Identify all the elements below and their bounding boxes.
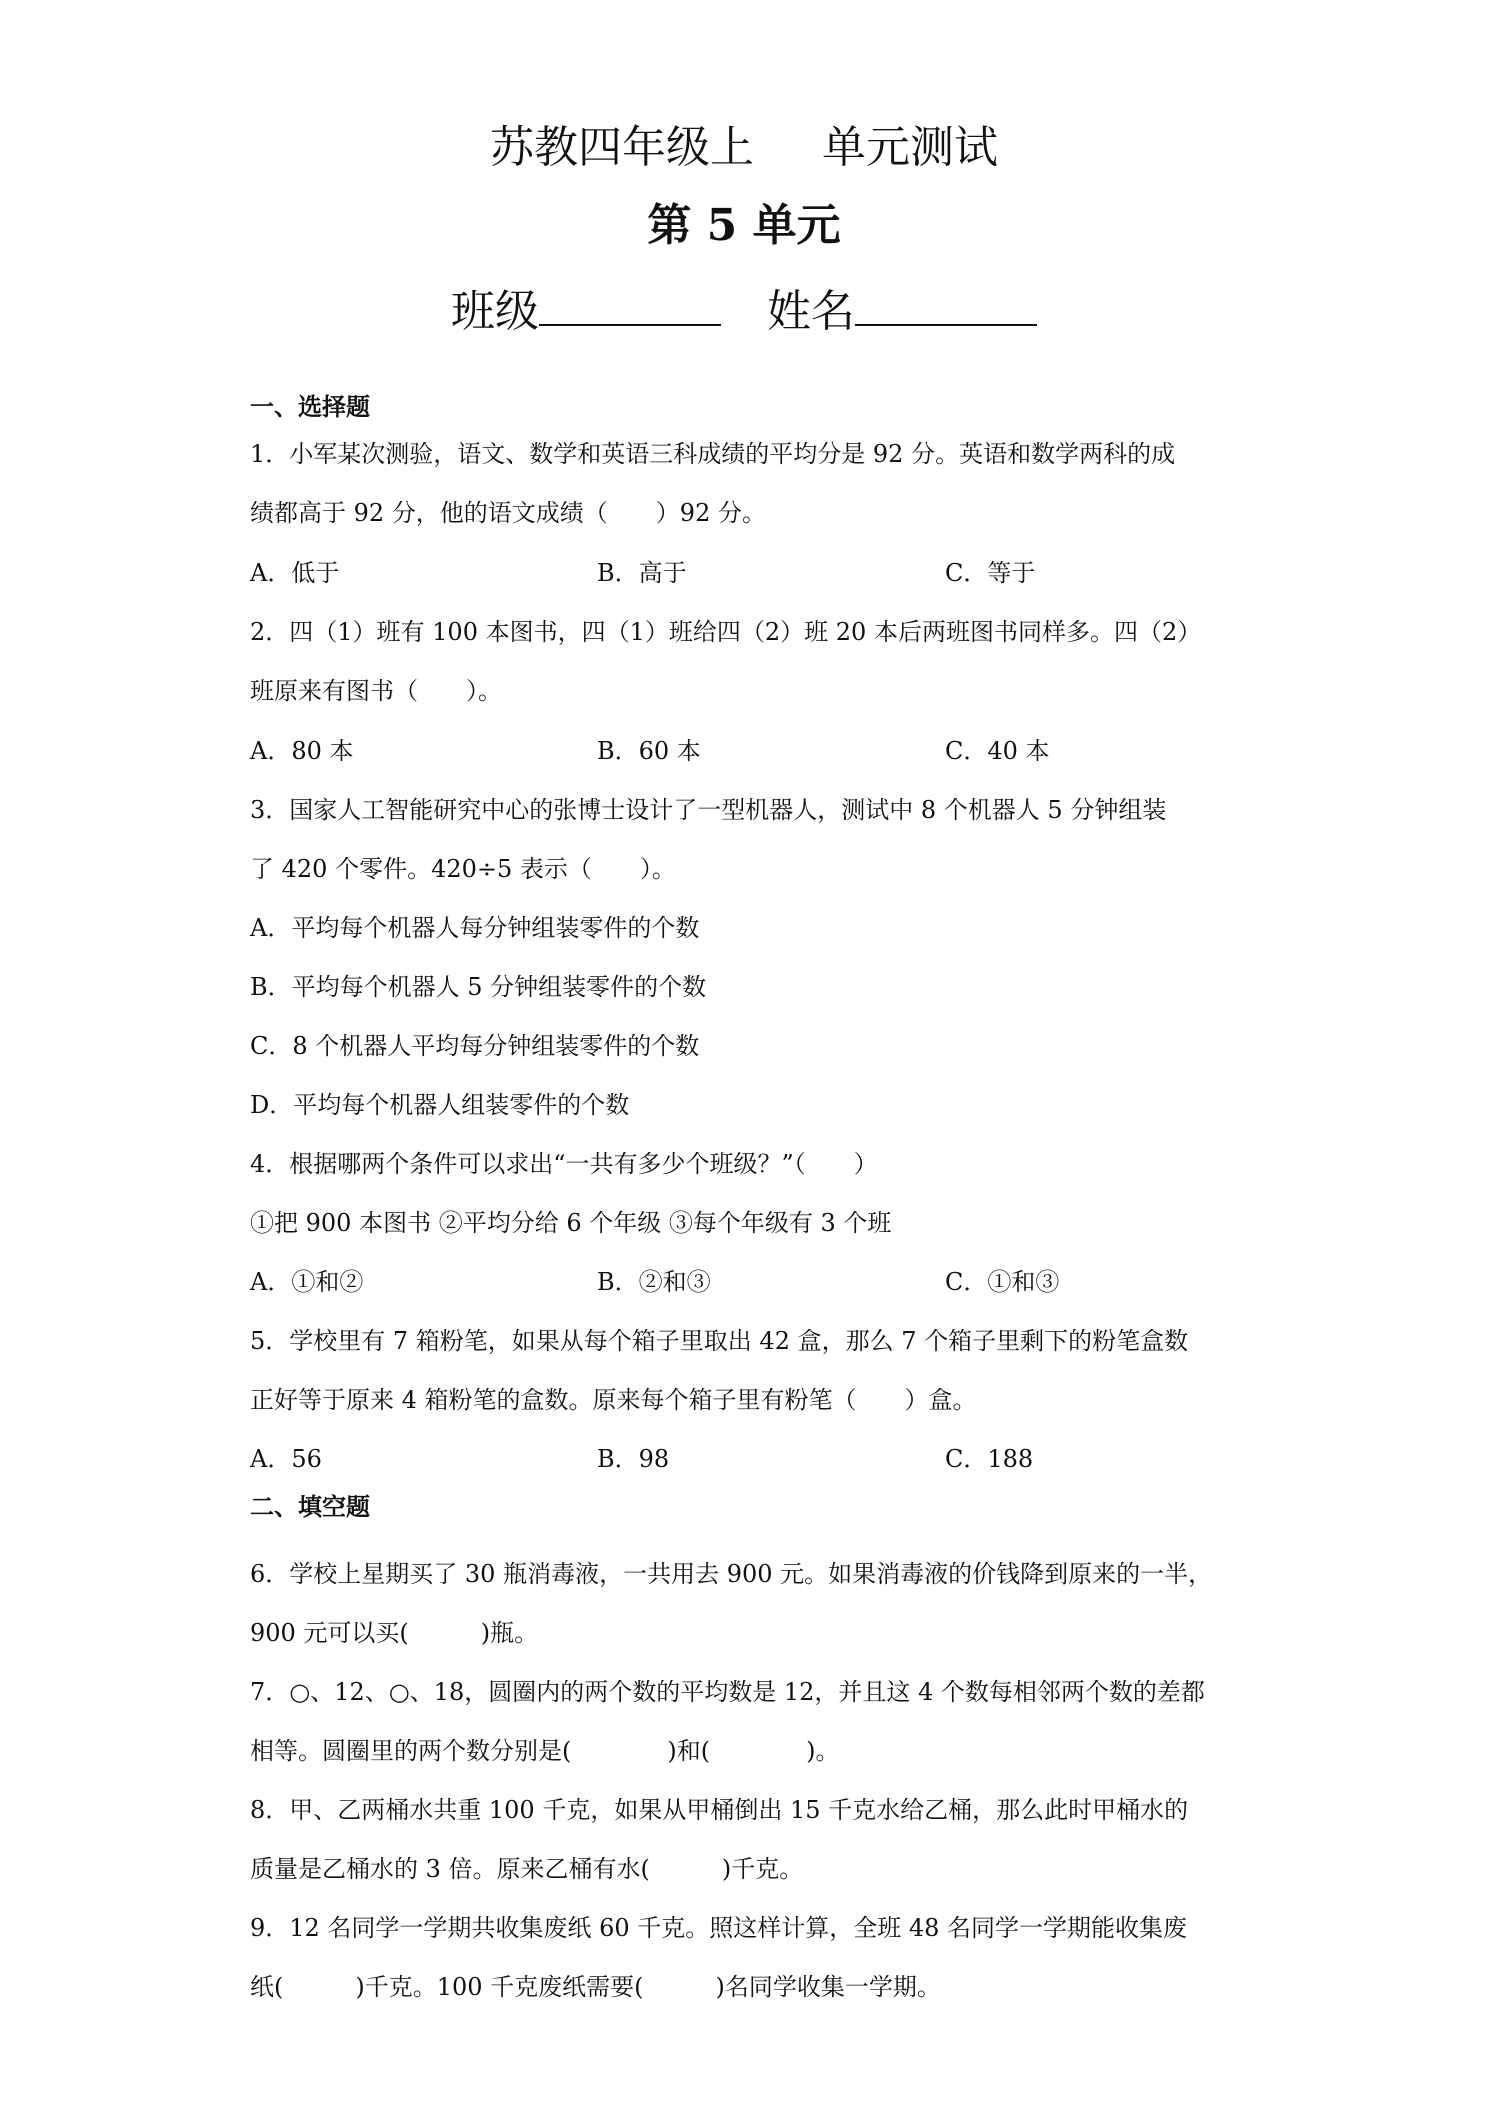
question-1-line-1: 1．小军某次测验，语文、数学和英语三科成绩的平均分是 92 分。英语和数学两科的成 (250, 440, 1176, 468)
section-choice-title: 一、选择题 (250, 392, 370, 421)
class-label: 班级 (451, 286, 539, 337)
question-9-line-1: 9．12 名同学一学期共收集废纸 60 千克。照这样计算，全班 48 名同学一学期能收集废 (250, 1914, 1188, 1942)
title-grade: 苏教四年级上 (490, 122, 754, 173)
student-info (0, 280, 1488, 344)
question-3-line-2: 了 420 个零件。420÷5 表示（ ）。 (250, 855, 676, 883)
question-9-line-2: 纸( )千克。100 千克废纸需要( )名同学收集一学期。 (250, 1973, 941, 2001)
question-5-option-a[interactable]: A．56 (250, 1445, 322, 1473)
question-2-line-1: 2．四（1）班有 100 本图书，四（1）班给四（2）班 20 本后两班图书同样多。四（2） (250, 618, 1202, 646)
question-1-option-c[interactable]: C．等于 (945, 559, 1036, 587)
question-5-line-2: 正好等于原来 4 箱粉笔的盒数。原来每个箱子里有粉笔（ ）盒。 (250, 1386, 977, 1414)
question-4-line-2: ①把 900 本图书 ②平均分给 6 个年级 ③每个年级有 3 个班 (250, 1209, 892, 1237)
title-test: 单元测试 (822, 122, 998, 173)
question-4-option-b[interactable]: B．②和③ (597, 1268, 711, 1296)
question-3-option-c[interactable]: C．8 个机器人平均每分钟组装零件的个数 (250, 1032, 700, 1060)
question-7-line-2: 相等。圆圈里的两个数分别是( )和( )。 (250, 1737, 840, 1765)
question-8-line-2: 质量是乙桶水的 3 倍。原来乙桶有水( )千克。 (250, 1855, 804, 1883)
question-5-line-1: 5．学校里有 7 箱粉笔，如果从每个箱子里取出 42 盒，那么 7 个箱子里剩下的粉笔盒数 (250, 1327, 1189, 1355)
question-3-option-a[interactable]: A．平均每个机器人每分钟组装零件的个数 (250, 914, 700, 942)
page-title (0, 118, 1488, 178)
question-6-line-1: 6．学校上星期买了 30 瓶消毒液，一共用去 900 元。如果消毒液的价钱降到原来的一半， (250, 1560, 1213, 1588)
name-blank[interactable] (855, 280, 1037, 326)
question-3-line-1: 3．国家人工智能研究中心的张博士设计了一型机器人，测试中 8 个机器人 5 分钟组装 (250, 796, 1167, 824)
question-2-option-a[interactable]: A．80 本 (250, 737, 354, 765)
question-1-line-2: 绩都高于 92 分，他的语文成绩（ ）92 分。 (250, 499, 766, 527)
question-1-option-a[interactable]: A．低于 (250, 559, 340, 587)
question-3-option-b[interactable]: B．平均每个机器人 5 分钟组装零件的个数 (250, 973, 707, 1001)
question-4-option-a[interactable]: A．①和② (250, 1268, 364, 1296)
question-1-option-b[interactable]: B．高于 (597, 559, 687, 587)
unit-title: 第 5 单元 (647, 200, 841, 251)
question-5-option-c[interactable]: C．188 (945, 1445, 1034, 1473)
question-4-option-c[interactable]: C．①和③ (945, 1268, 1060, 1296)
question-2-option-b[interactable]: B．60 本 (597, 737, 701, 765)
question-2-option-c[interactable]: C．40 本 (945, 737, 1050, 765)
question-7-line-1: 7．○、12、○、18，圆圈内的两个数的平均数是 12，并且这 4 个数每相邻两个数的差都 (250, 1678, 1205, 1706)
question-5-option-b[interactable]: B．98 (597, 1445, 670, 1473)
name-label: 姓名 (767, 286, 855, 337)
section-fill-title: 二、填空题 (250, 1492, 370, 1521)
class-blank[interactable] (539, 280, 721, 326)
question-8-line-1: 8．甲、乙两桶水共重 100 千克，如果从甲桶倒出 15 千克水给乙桶，那么此时甲桶水的 (250, 1796, 1189, 1824)
question-2-line-2: 班原来有图书（ ）。 (250, 677, 502, 705)
question-3-option-d[interactable]: D．平均每个机器人组装零件的个数 (250, 1091, 630, 1119)
question-6-line-2: 900 元可以买( )瓶。 (250, 1619, 539, 1647)
question-4-line-1: 4．根据哪两个条件可以求出“一共有多少个班级？”（ ） (250, 1150, 878, 1178)
